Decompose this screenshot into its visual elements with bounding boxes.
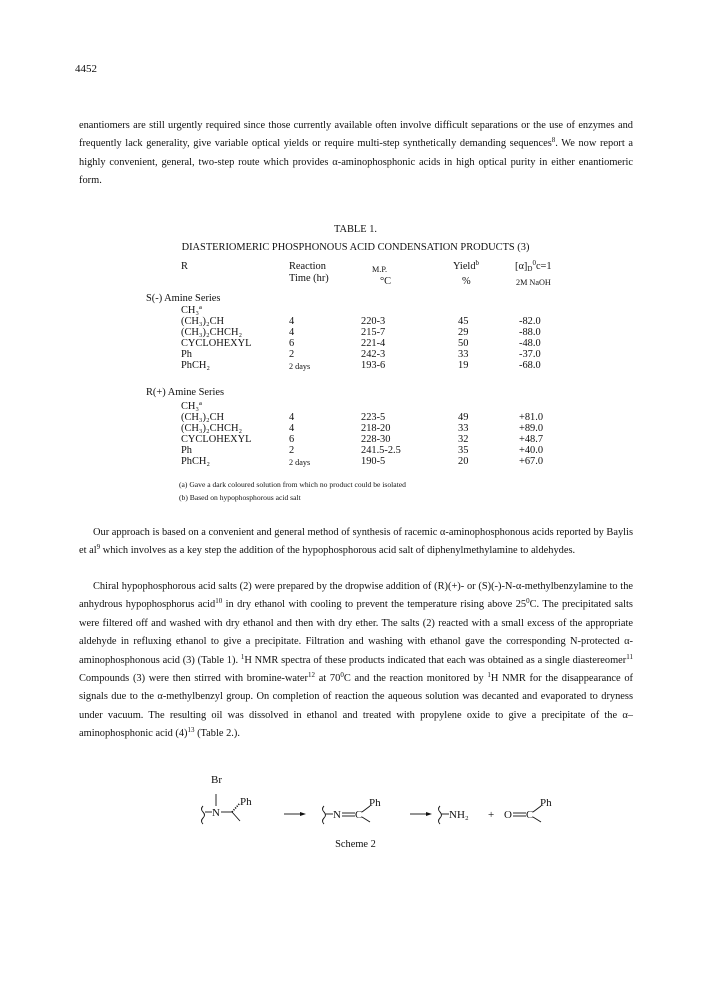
table-cell-yield: 32 [458, 434, 469, 445]
table-cell-mp: 228-30 [361, 434, 391, 445]
table-cell-r: CYCLOHEXYL [181, 338, 252, 349]
table-cell-yield: 19 [458, 360, 469, 371]
table-cell-yield: 20 [458, 456, 469, 467]
wavy-bond-1 [202, 806, 205, 824]
table-cell-time: 2 [289, 445, 295, 456]
table-cell-yield: 50 [458, 338, 469, 349]
header-yield-unit: % [462, 276, 471, 287]
header-yield: Yield$^b$ [453, 259, 480, 272]
phenyl-1: Ph [240, 796, 252, 808]
table-cell-mp: 220-3 [361, 316, 386, 327]
table-cell-r: CH₃ª [181, 305, 202, 316]
phenyl-2: Ph [369, 797, 381, 809]
table-cell-mp: 215-7 [361, 327, 386, 338]
oxygen: O [504, 809, 512, 821]
table-cell-time: 2 days [289, 362, 311, 371]
scheme-2-drawing [0, 770, 711, 830]
table-cell-time: 4 [289, 316, 295, 327]
table-cell-yield: 29 [458, 327, 469, 338]
table-cell-mp: 190-5 [361, 456, 386, 467]
table-cell-mp: 221-4 [361, 338, 386, 349]
table-note-a: (a) Gave a dark coloured solution from which no product could be isolated [179, 480, 406, 489]
approach-paragraph: Our approach is based on a convenient and general method of synthesis of racemic α-aminophosphonous acids reported by Baylis et $al^9$ which involves as a key step the addition of the hypophosphorous acid salt of diphenylmethylamine to aldehydes. [79, 527, 633, 557]
table-cell-rot: -88.0 [519, 327, 541, 338]
table-cell-yield: 35 [458, 445, 469, 456]
table-cell-yield: 49 [458, 412, 469, 423]
header-mp-unit: °C [380, 276, 392, 287]
header-r: R [181, 261, 188, 272]
table-cell-yield: 45 [458, 316, 469, 327]
header-mp: M.P. [372, 265, 388, 274]
table-title: DIASTERIOMERIC PHOSPHONOUS ACID CONDENSATION PRODUCTS (3) [181, 242, 530, 253]
carbon-2: C [355, 809, 363, 821]
table-cell-rot: +48.7 [519, 434, 544, 445]
intro-paragraph [79, 117, 633, 191]
table-cell-r: Ph [181, 445, 192, 456]
table-label: TABLE 1. [333, 224, 378, 235]
table-cell-rot: -37.0 [519, 349, 541, 360]
ref-9: 9 [96, 543, 101, 552]
table-cell-yield: 33 [458, 423, 469, 434]
table-cell-mp: 193-6 [361, 360, 386, 371]
table-cell-mp: 241.5-2.5 [361, 445, 401, 456]
ref-10: 10 [215, 597, 223, 606]
para1-text-a: enantiomers are still urgently required since those currently available often involve difficult separations or the use of enzymes and frequently lack generality, give variable optical yields or require multi-step synthetically demanding sequences [79, 120, 633, 150]
carbon-3: C [526, 809, 534, 821]
page-number: 4452 [75, 63, 97, 75]
ref-8: 8 [551, 136, 556, 145]
table-cell-r: PhCH₂ [181, 456, 211, 467]
ref-13: 13 [187, 726, 195, 735]
table-note-b: (b) Based on hypophosphorous acid salt [179, 493, 301, 502]
scheme-caption: Scheme 2 [335, 839, 376, 850]
table-cell-time: 2 days [289, 458, 311, 467]
wavy-bond-3 [439, 806, 442, 824]
wavy-bond-2 [323, 806, 326, 824]
ref-11: 11 [626, 652, 633, 661]
table-cell-rot: -68.0 [519, 360, 541, 371]
table-cell-rot: +81.0 [519, 412, 544, 423]
header-rotation-solvent: 2M NaOH [516, 278, 551, 287]
table-cell-r: (CH₃)₂CH [181, 412, 225, 423]
header-time: Time (hr) [289, 273, 329, 284]
table-cell-time: 4 [289, 423, 295, 434]
table-cell-time: 2 [289, 349, 295, 360]
table-cell-rot: +40.0 [519, 445, 544, 456]
table-cell-mp: 242-3 [361, 349, 386, 360]
table-cell-time: 4 [289, 412, 295, 423]
table-cell-yield: 33 [458, 349, 469, 360]
table-cell-r: (CH₃)₂CHCH₂ [181, 423, 243, 434]
table-cell-mp: 218-20 [361, 423, 391, 434]
table-cell-r: PhCH₂ [181, 360, 211, 371]
header-rotation: $[\alpha]_D^0c=1$ [515, 259, 552, 273]
amine: NH₂ [449, 809, 469, 821]
phenyl-3: Ph [540, 797, 552, 809]
scheme-2 [0, 770, 711, 830]
table-cell-r: (CH₃)₂CHCH₂ [181, 327, 243, 338]
table-cell-rot: +67.0 [519, 456, 544, 467]
table-cell-rot: -82.0 [519, 316, 541, 327]
table-cell-time: 4 [289, 327, 295, 338]
bromine: Br [211, 774, 222, 786]
table-cell-rot: -48.0 [519, 338, 541, 349]
table-cell-time: 6 [289, 338, 295, 349]
ref-12: 12 [307, 671, 315, 680]
procedure-paragraph: Chiral hypophosphorous acid salts (2) were prepared by the dropwise addition of (R)(+)- or (S)(-)-N-α-methylbenzylamine to the anhydrous hypophosphorus acid$^{10}$ in dry ethanol with cooling to prevent the temperature rising above $25^0C$. The precipitated salts were filtered off and washed with dry ethanol and then with dry ether. The salts (2) reacted with a small excess of the appropriate aldehyde in refluxing ethanol to give a precipitate. Filtration and washing with ethanol gave the corresponding N-protected α-aminophosphonous acid (3) (Table 1). $^1$H NMR spectra of these products indicated that each was obtained as a single diastereomer$^{11}$ Compounds (3) were then stirred with bromine-water$^{12}$ at $70^0C$ and the reaction monitored by $^1$H NMR for the disappearance of signals due to the α-methylbenzyl group. On completion of reaction the aqueous solution was decanted and evaporated to dryness under vacuum. The resulting oil was dissolved in ethanol and treated with propylene oxide to give a precipitate of the α–aminophosphonic acid $(4)^{13}$ (Table 2.). [79, 581, 633, 740]
header-reaction: Reaction [289, 261, 326, 272]
table-cell-r: (CH₃)₂CH [181, 316, 225, 327]
s-series-label: S(-) Amine Series [146, 293, 221, 304]
plus-sign: + [488, 809, 495, 821]
table-cell-r: Ph [181, 349, 192, 360]
nitrogen-2: N [333, 809, 341, 821]
table-cell-time: 6 [289, 434, 295, 445]
table-cell-rot: +89.0 [519, 423, 544, 434]
table-cell-mp: 223-5 [361, 412, 386, 423]
table-cell-r: CH₃ª [181, 401, 202, 412]
para1-text-b: . We now report a highly convenient, general, two-step route which provides α-aminophosphonic acids in high optical purity in either enantiomeric form. [79, 138, 633, 187]
r-series-label: R(+) Amine Series [146, 387, 225, 398]
nitrogen-1: N [212, 807, 220, 819]
table-cell-r: CYCLOHEXYL [181, 434, 252, 445]
